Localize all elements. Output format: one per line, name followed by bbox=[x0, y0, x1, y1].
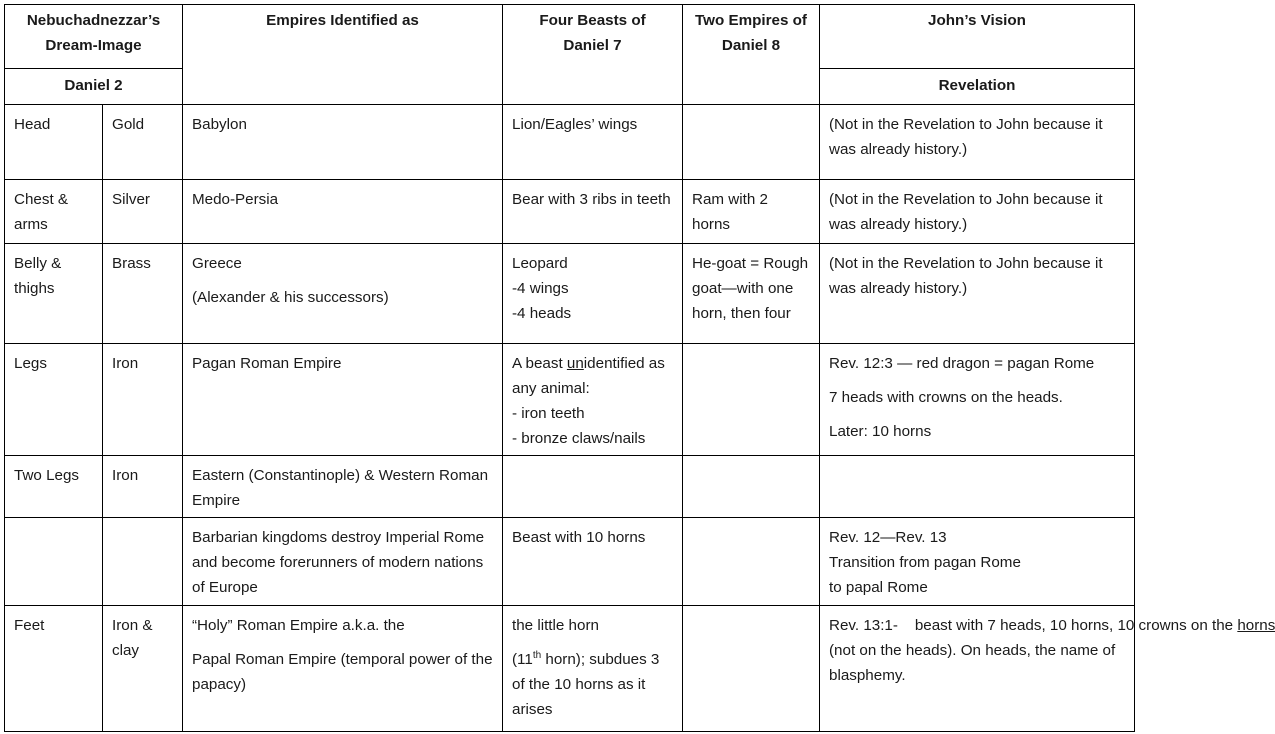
revelation-text: 7 heads with crowns on the heads. bbox=[829, 389, 1063, 406]
header-four-beasts: Four Beasts of Daniel 7 bbox=[503, 5, 683, 105]
metal-cell: Iron bbox=[103, 456, 183, 518]
revelation-cell bbox=[820, 180, 1135, 244]
metal-cell: Brass bbox=[103, 244, 183, 344]
beast-text: the little horn bbox=[512, 617, 599, 634]
beast-detail: (11th horn); subdues 3 of the 10 horns as it arises bbox=[512, 649, 660, 718]
revelation-text: (Not in the Revelation to John because it was already history.) bbox=[829, 255, 1103, 297]
empire-text: Babylon bbox=[192, 116, 247, 133]
body-part-cell: Legs bbox=[5, 344, 103, 456]
revelation-text: (Not in the Revelation to John because it was already history.) bbox=[829, 191, 1103, 233]
metal-cell: Gold bbox=[103, 105, 183, 180]
daniel8-text: Ram with 2 horns bbox=[692, 191, 768, 233]
body-part-cell: Two Legs bbox=[5, 456, 103, 518]
empire-cell bbox=[183, 344, 503, 456]
daniel8-text: He-goat = Rough goat—with one horn, then four bbox=[692, 255, 809, 322]
table-row bbox=[5, 344, 1135, 456]
beast-cell bbox=[503, 456, 683, 518]
daniel8-cell bbox=[683, 518, 820, 606]
header-revelation: Revelation bbox=[820, 69, 1135, 105]
daniel8-cell bbox=[683, 180, 820, 244]
header-johns-vision: John’s Vision bbox=[820, 5, 1135, 69]
empire-cell bbox=[183, 180, 503, 244]
table-row bbox=[5, 518, 1135, 606]
daniel8-cell bbox=[683, 606, 820, 732]
revelation-cell bbox=[820, 518, 1135, 606]
revelation-text: Later: 10 horns bbox=[829, 423, 932, 440]
empire-cell bbox=[183, 105, 503, 180]
beast-cell bbox=[503, 344, 683, 456]
empire-text: Papal Roman Empire (temporal power of the papacy) bbox=[192, 651, 493, 693]
beast-text: Bear with 3 ribs in teeth bbox=[512, 191, 671, 208]
beast-text: Leopard bbox=[512, 255, 568, 272]
beast-cell bbox=[503, 105, 683, 180]
empire-text: “Holy” Roman Empire a.k.a. the bbox=[192, 617, 405, 634]
revelation-cell bbox=[820, 105, 1135, 180]
empire-cell bbox=[183, 244, 503, 344]
header-empires: Empires Identified as bbox=[183, 5, 503, 105]
empire-cell bbox=[183, 606, 503, 732]
revelation-cell bbox=[820, 606, 1275, 732]
revelation-text: Transition from pagan Rome bbox=[829, 554, 1021, 571]
empire-cell bbox=[183, 518, 503, 606]
table-row bbox=[5, 606, 1135, 732]
table-row bbox=[5, 456, 1135, 518]
empire-cell bbox=[183, 456, 503, 518]
beast-text: A beast unidentified as any animal: bbox=[512, 355, 665, 397]
daniel8-cell bbox=[683, 456, 820, 518]
beast-detail: -4 wings bbox=[512, 280, 569, 297]
table-row bbox=[5, 244, 1135, 344]
revelation-cell bbox=[820, 244, 1135, 344]
body-part-cell: Head bbox=[5, 105, 103, 180]
body-part-cell: Belly & thighs bbox=[5, 244, 103, 344]
beast-cell bbox=[503, 518, 683, 606]
metal-cell bbox=[103, 518, 183, 606]
header-row bbox=[5, 5, 1135, 69]
empire-text: Barbarian kingdoms destroy Imperial Rome and become forerunners of modern nations of Europe bbox=[192, 529, 485, 596]
beast-text: Lion/Eagles’ wings bbox=[512, 116, 638, 133]
body-part-cell: Feet bbox=[5, 606, 103, 732]
metal-cell: Silver bbox=[103, 180, 183, 244]
revelation-text: Rev. 13:1- beast with 7 heads, 10 horns, 10 crowns on the horns (not on the heads). On heads, the name of blasphemy. bbox=[829, 617, 1275, 684]
body-part-cell: Chest & arms bbox=[5, 180, 103, 244]
empire-text: Greece bbox=[192, 255, 242, 272]
beast-detail: - iron teeth bbox=[512, 405, 585, 422]
revelation-text: Rev. 12—Rev. 13 bbox=[829, 529, 947, 546]
metal-cell: Iron & clay bbox=[103, 606, 183, 732]
beast-cell bbox=[503, 180, 683, 244]
table-row bbox=[5, 180, 1135, 244]
daniel8-cell bbox=[683, 105, 820, 180]
daniel8-cell bbox=[683, 344, 820, 456]
revelation-text: (Not in the Revelation to John because it was already history.) bbox=[829, 116, 1103, 158]
beast-detail: -4 heads bbox=[512, 305, 572, 322]
beast-detail: - bronze claws/nails bbox=[512, 430, 646, 447]
revelation-cell bbox=[820, 456, 1135, 518]
empire-text: Pagan Roman Empire bbox=[192, 355, 342, 372]
revelation-cell bbox=[820, 344, 1135, 456]
beast-text: Beast with 10 horns bbox=[512, 529, 646, 546]
empire-text: Medo-Persia bbox=[192, 191, 279, 208]
header-two-empires: Two Empires of Daniel 8 bbox=[683, 5, 820, 105]
header-daniel-2: Daniel 2 bbox=[5, 69, 183, 105]
beast-cell bbox=[503, 244, 683, 344]
empire-note: (Alexander & his successors) bbox=[192, 289, 389, 306]
daniel8-cell bbox=[683, 244, 820, 344]
header-dream-image: Nebuchadnezzar’s Dream-Image bbox=[5, 5, 183, 69]
empire-text: Eastern (Constantinople) & Western Roman Empire bbox=[192, 467, 489, 509]
table-row bbox=[5, 105, 1135, 180]
revelation-text: Rev. 12:3 — red dragon = pagan Rome bbox=[829, 355, 1095, 372]
prophecy-comparison-table bbox=[4, 4, 1275, 732]
revelation-text: to papal Rome bbox=[829, 579, 928, 596]
body-part-cell bbox=[5, 518, 103, 606]
beast-cell bbox=[503, 606, 683, 732]
metal-cell: Iron bbox=[103, 344, 183, 456]
